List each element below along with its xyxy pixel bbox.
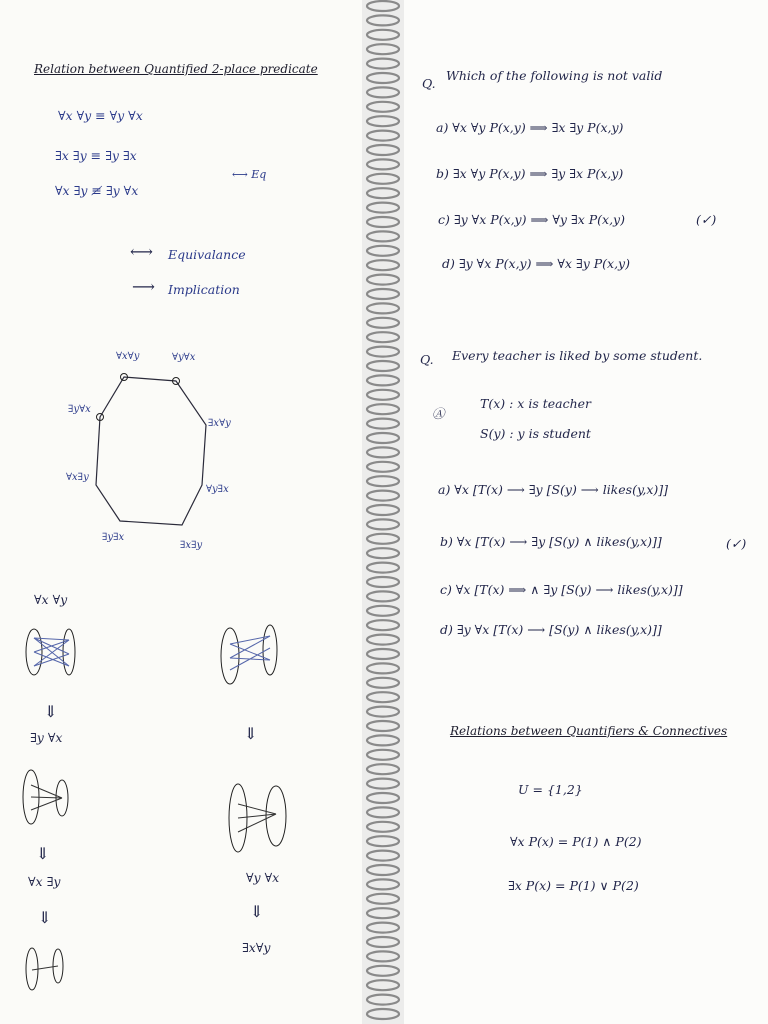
spiral-coil [367,966,399,976]
q1-option-a: a) ∀x ∀y P(x,y) ⟹ ∃x ∃y P(x,y) [436,120,624,135]
left-heading: Relation between Quantified 2-place predicate [34,62,318,76]
spiral-coil [367,548,399,558]
spiral-coil [367,534,399,544]
spiral-coil [367,433,399,443]
spiral-coil [367,807,399,817]
q1-correct-mark: (✓) [696,212,717,227]
section2-universe: U = {1,2} [518,782,583,797]
spiral-coil [367,750,399,760]
spiral-coil [367,303,399,313]
spiral-coil [367,620,399,630]
spiral-coil [367,375,399,385]
spiral-coil [367,707,399,717]
spiral-coil [367,879,399,889]
spiral-coil [367,663,399,673]
spiral-coil [367,649,399,659]
spiral-binding [362,0,404,1024]
step-left-2: ⇓ [44,702,58,721]
step-right-2: ∀y ∀x [246,870,280,885]
spiral-coil [367,44,399,54]
spiral-coil [367,390,399,400]
spiral-coil [367,347,399,357]
equivalence-line-1: ∀x ∀y ≡ ∀y ∀x [58,108,143,123]
spiral-coil [367,894,399,904]
step-left-3: ∃y ∀x [30,730,63,745]
spiral-coil [367,462,399,472]
q2-option-c: c) ∀x [T(x) ⟹ ∧ ∃y [S(y) ⟶ likes(y,x)]] [440,582,683,597]
q1-option-c: c) ∃y ∀x P(x,y) ⟹ ∀y ∃x P(x,y) [438,212,625,227]
section2-forall-line: ∀x P(x) = P(1) ∧ P(2) [510,834,642,849]
q1-question: Which of the following is not valid [446,68,663,83]
spiral-coil [367,995,399,1005]
octagon-label-7: ∀x∃y [66,472,89,483]
q2-def-teacher: T(x) : x is teacher [480,396,592,411]
spiral-coil [367,174,399,184]
spiral-coil [367,491,399,501]
spiral-coil [367,923,399,933]
spiral-coil [367,980,399,990]
mapping-diagram-1 [22,622,82,682]
legend-implication-label: Implication [168,282,240,297]
octagon-label-6: ∃y∃x [102,532,125,543]
spiral-coil [367,318,399,328]
implication-arrow-icon: ⟶ [132,277,155,296]
spiral-coil [367,231,399,241]
octagon-label-2: ∀y∀x [172,352,196,363]
spiral-coil [367,591,399,601]
mapping-diagram-4 [218,620,283,690]
spiral-coil [367,937,399,947]
equivalence-line-2: ∃x ∃y ≡ ∃y ∃x [55,148,137,163]
legend-equivalence-label: Equivalance [168,247,246,262]
spiral-coil [367,851,399,861]
spiral-coil [367,577,399,587]
step-left-4: ⇓ [36,844,50,863]
octagon-label-4: ∀y∃x [206,484,229,495]
step-left-6: ⇓ [38,908,52,927]
spiral-coil [367,246,399,256]
spiral-coil [367,87,399,97]
equivalence-line-3: ∀x ∃y ≢ ∃y ∀x [55,183,139,198]
spiral-coil [367,721,399,731]
step-left-1: ∀x ∀y [34,592,68,607]
spiral-coil [367,116,399,126]
spiral-coil [367,735,399,745]
spiral-coil [367,260,399,270]
spiral-coil [367,779,399,789]
quantifier-octagon-diagram [60,345,260,555]
q2-given-label: Ⓐ [432,406,445,421]
spiral-coil [367,447,399,457]
spiral-coil [367,159,399,169]
octagon-label-5: ∃x∃y [180,540,203,551]
spiral-coil [367,476,399,486]
spiral-coil [367,793,399,803]
spiral-coil [367,865,399,875]
spiral-coil [367,606,399,616]
octagon-label-3: ∃x∀y [208,418,231,429]
spiral-coils [362,0,404,1024]
q2-question: Every teacher is liked by some student. [452,348,703,363]
octagon-label-8: ∃y∀x [68,404,91,415]
q2-option-b: b) ∀x [T(x) ⟶ ∃y [S(y) ∧ likes(y,x)]] [440,534,662,549]
q2-def-student: S(y) : y is student [480,426,591,441]
spiral-coil [367,404,399,414]
q2-option-d: d) ∃y ∀x [T(x) ⟶ [S(y) ∧ likes(y,x)]] [440,622,662,637]
spiral-coil [367,419,399,429]
q2-correct-mark: (✓) [726,536,747,551]
left-notebook-page [0,0,362,1024]
step-right-4: ∃x∀y [242,940,271,955]
spiral-coil [367,678,399,688]
spiral-coil [367,217,399,227]
q1-option-b: b) ∃x ∀y P(x,y) ⟹ ∃y ∃x P(x,y) [436,166,624,181]
equivalence-arrow-icon: ⟷ [130,242,153,261]
spiral-coil [367,361,399,371]
spiral-coil [367,505,399,515]
spiral-coil [367,188,399,198]
spiral-coil [367,131,399,141]
spiral-coil [367,73,399,83]
octagon-label-1: ∀x∀y [116,351,140,362]
spiral-coil [367,102,399,112]
spiral-coil [367,822,399,832]
q2-label: Q. [420,352,434,367]
spiral-coil [367,275,399,285]
section2-heading: Relations between Quantifiers & Connectives [450,724,728,738]
spiral-coil [367,908,399,918]
spiral-coil [367,692,399,702]
spiral-coil [367,332,399,342]
spiral-coil [367,1,399,11]
spiral-coil [367,59,399,69]
q2-option-a: a) ∀x [T(x) ⟶ ∃y [S(y) ⟶ likes(y,x)]] [438,482,669,497]
eq-note: ⟷ Eq [232,168,267,181]
spiral-coil [367,563,399,573]
spiral-coil [367,836,399,846]
spiral-coil [367,951,399,961]
step-right-3: ⇓ [250,902,264,921]
spiral-coil [367,764,399,774]
mapping-diagram-2 [20,765,75,830]
step-left-5: ∀x ∃y [28,874,61,889]
spiral-coil [367,145,399,155]
right-notebook-page [404,0,768,1024]
mapping-diagram-3 [22,942,72,994]
section2-exists-line: ∃x P(x) = P(1) ∨ P(2) [508,878,639,893]
q1-option-d: d) ∃y ∀x P(x,y) ⟹ ∀x ∃y P(x,y) [442,256,630,271]
mapping-diagram-5 [224,780,294,860]
q1-label: Q. [422,76,436,91]
step-right-1: ⇓ [244,724,258,743]
spiral-coil [367,1009,399,1019]
spiral-coil [367,15,399,25]
spiral-coil [367,289,399,299]
spiral-coil [367,203,399,213]
spiral-coil [367,30,399,40]
spiral-coil [367,519,399,529]
spiral-coil [367,635,399,645]
